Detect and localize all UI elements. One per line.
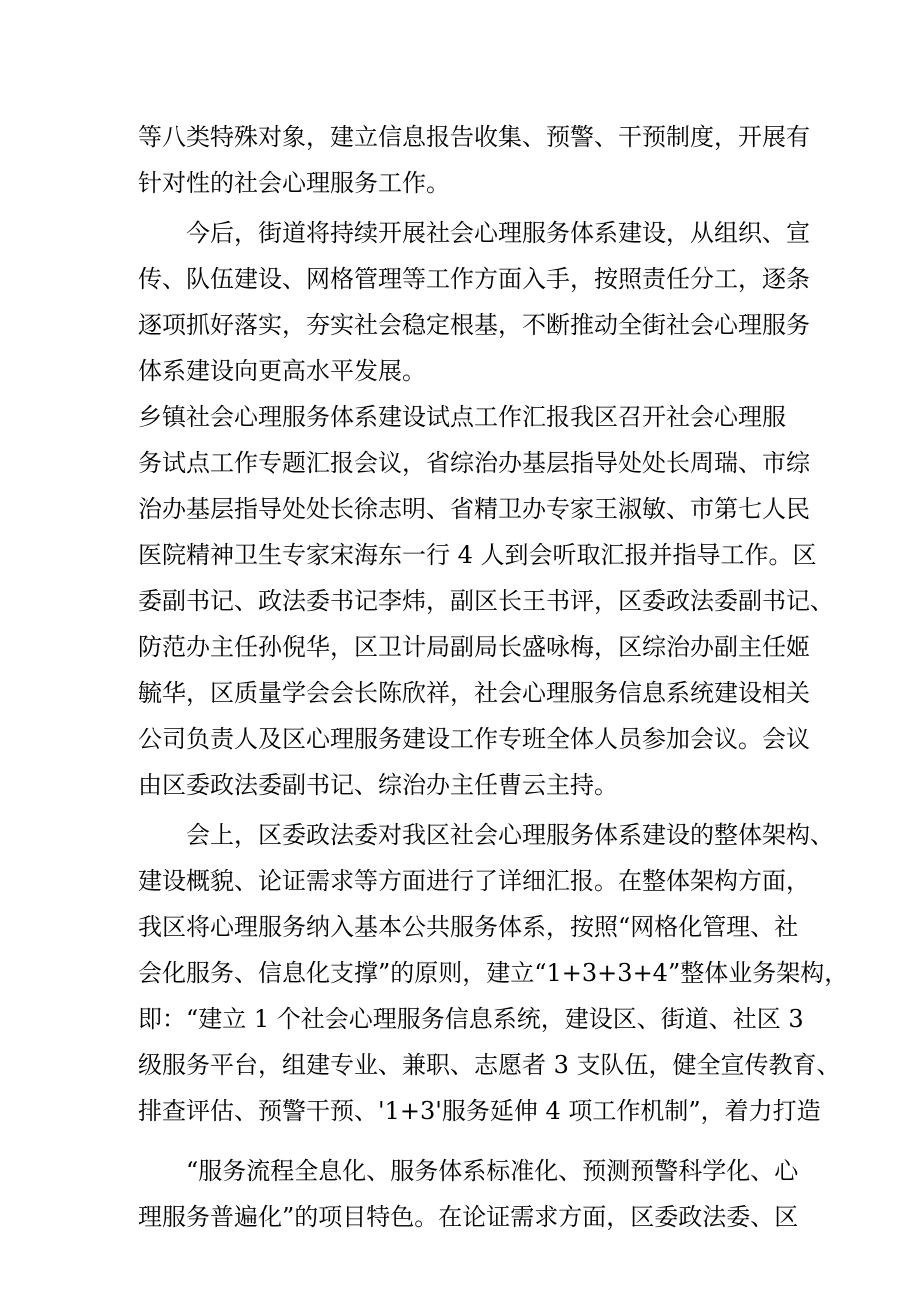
text-line: 排查评估、预警干预、'1+3'服务延伸 4 项工作机制”，着力打造 (138, 1097, 821, 1125)
text-line: 治办基层指导处处长徐志明、省精卫办专家王淑敏、市第七人民 (138, 495, 810, 523)
text-line: 针对性的社会心理服务工作。 (138, 169, 450, 197)
text-line: 即：“建立 1 个社会心理服务信息系统，建设区、街道、社区 3 (138, 1005, 804, 1033)
text-line: 由区委政法委副书记、综治办主任曹云主持。 (138, 771, 618, 799)
text-line: 逐项抓好落实，夯实社会稳定根基，不断推动全街社会心理服务 (138, 311, 810, 339)
text-line: 传、队伍建设、网格管理等工作方面入手，按照责任分工，逐条 (138, 265, 810, 293)
text-line: 医院精神卫生专家宋海东一行 4 人到会听取汇报并指导工作。区 (138, 541, 817, 569)
text-line: 委副书记、政法委书记李炜，副区长王书评，区委政法委副书记、 (138, 587, 834, 615)
text-line: 会上，区委政法委对我区社会心理服务体系建设的整体架构、 (186, 821, 834, 849)
paragraph-special-objects (138, 114, 810, 206)
paragraph-pilot-report (138, 394, 834, 808)
text-line: 毓华，区质量学会会长陈欣祥，社会心理服务信息系统建设相关 (138, 679, 810, 707)
text-line: 理服务普遍化”的项目特色。在论证需求方面，区委政法委、区 (138, 1203, 799, 1231)
text-line: 乡镇社会心理服务体系建设试点工作汇报我区召开社会心理服 (138, 403, 786, 431)
text-line: 务试点工作专题汇报会议，省综治办基层指导处处长周瑞、市综 (138, 449, 810, 477)
document-body (138, 114, 849, 1240)
text-line: 今后，街道将持续开展社会心理服务体系建设，从组织、宣 (186, 219, 810, 247)
text-line: 级服务平台，组建专业、兼职、志愿者 3 支队伍，健全宣传教育、 (138, 1051, 841, 1079)
text-line: 体系建设向更高水平发展。 (138, 357, 426, 385)
paragraph-project-features (138, 1148, 798, 1240)
text-line: 建设概貌、论证需求等方面进行了详细汇报。在整体架构方面， (138, 867, 810, 895)
paragraph-future-plans (138, 210, 810, 394)
text-line: 我区将心理服务纳入基本公共服务体系，按照“网格化管理、社 (138, 913, 799, 941)
text-line: “服务流程全息化、服务体系标准化、预测预警科学化、心 (186, 1157, 799, 1185)
paragraph-meeting-details (138, 812, 849, 1134)
text-line: 公司负责人及区心理服务建设工作专班全体人员参加会议。会议 (138, 725, 810, 753)
text-line: 会化服务、信息化支撑”的原则，建立“1+3+3+4”整体业务架构， (138, 959, 849, 987)
text-line: 等八类特殊对象，建立信息报告收集、预警、干预制度，开展有 (138, 123, 810, 151)
text-line: 防范办主任孙倪华，区卫计局副局长盛咏梅，区综治办副主任姬 (138, 633, 810, 661)
